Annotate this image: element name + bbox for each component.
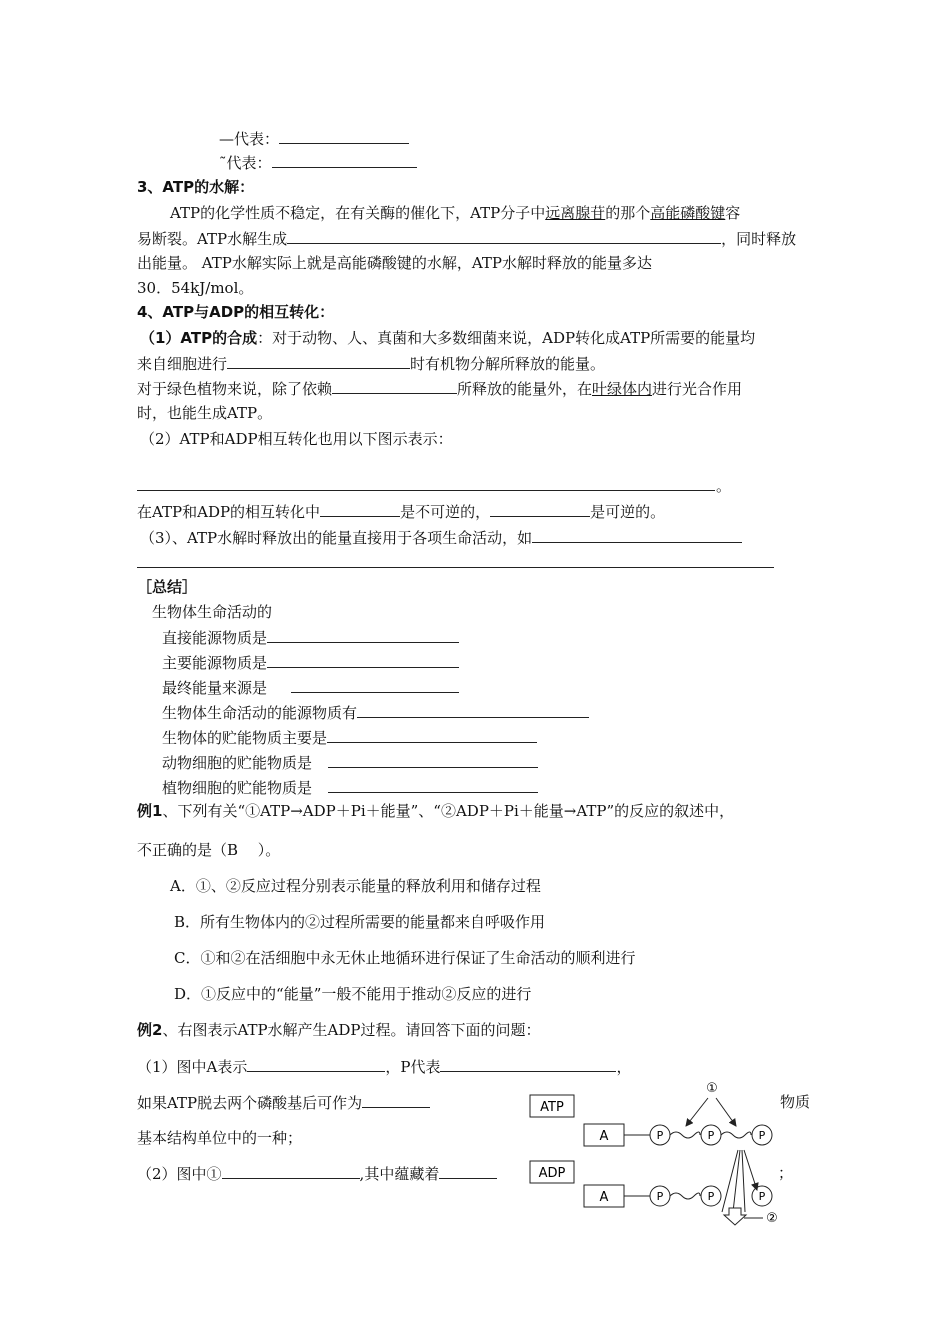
pointer-arrow [686, 1098, 708, 1126]
hollow-arrow [724, 1208, 746, 1225]
s3-line-1: ATP的化学性质不稳定，在有关酶的催化下，ATP分子中远离腺苷的那个高能磷酸键容 [170, 204, 741, 222]
s3-line-4: 30．54kJ/mol。 [137, 279, 254, 297]
answer-blank[interactable] [279, 128, 409, 144]
answer-blank[interactable] [291, 677, 459, 693]
rep-line-1: —代表： [219, 128, 409, 149]
s4-p1-line-3: 对于绿色植物来说，除了依赖 所释放的能量外，在叶绿体内进行光合作用 [137, 380, 743, 398]
answer-blank[interactable] [227, 353, 410, 369]
adenosine-box [584, 1185, 624, 1207]
answer-blank[interactable] [439, 1163, 497, 1179]
atp-label: ATP [540, 1100, 564, 1115]
phosphate-circle [701, 1125, 721, 1145]
phosphate-circle [752, 1186, 772, 1206]
ex1-option-b[interactable]: B．所有生物体内的②过程所需要的能量都来自呼吸作用 [174, 913, 546, 931]
summary-item: 生物体的贮能物质主要是 [162, 727, 537, 748]
adenosine-box [584, 1124, 624, 1146]
s4-p1-line-4: 时，也能生成ATP。 [137, 404, 273, 422]
adenosine-label: A [599, 1190, 609, 1205]
answer-blank[interactable] [287, 228, 721, 244]
phosphate-label: P [656, 1129, 664, 1142]
release-arrow [722, 1150, 738, 1212]
phosphate-circle [650, 1125, 670, 1145]
s3-line-2: 易断裂。ATP水解生成 ，同时释放 [137, 230, 797, 248]
answer-blank[interactable] [328, 752, 538, 768]
summary-item: 动物细胞的贮能物质是 [162, 752, 538, 773]
high-energy-bond [670, 1193, 700, 1199]
answer-blank[interactable] [222, 1163, 360, 1179]
ex1-option-a[interactable]: A．①、②反应过程分别表示能量的释放利用和储存过程 [170, 877, 541, 895]
ex1-question-line-1: 例1、下列有关“①ATP→ADP＋Pi＋能量”、“②ADP＋Pi＋能量→ATP”的反应的叙述中， [137, 802, 735, 820]
answer-blank[interactable] [327, 727, 537, 743]
phosphate-label: P [707, 1190, 715, 1203]
answer-blank[interactable] [357, 702, 589, 718]
release-arrow [733, 1150, 740, 1212]
rep-line-2: ˜代表： [219, 152, 417, 173]
high-energy-bond [721, 1132, 751, 1138]
ex2-q1b-right: 物质 [780, 1093, 811, 1111]
s4-p1-line-2: 来自细胞进行 时有机物分解所释放的能量。 [137, 355, 606, 373]
s4-p2b-line: 在ATP和ADP的相互转化中 是不可逆的， 是可逆的。 [137, 503, 666, 521]
phosphate-label: P [707, 1129, 715, 1142]
high-energy-bond [670, 1132, 700, 1138]
answer-blank[interactable] [247, 1056, 385, 1072]
release-arrow [742, 1150, 745, 1212]
answer-line[interactable] [137, 490, 715, 491]
answer-blank[interactable] [532, 527, 742, 543]
summary-intro: 生物体生命活动的 [152, 603, 273, 621]
ex2-q1c-line: 基本结构单位中的一种； [137, 1129, 303, 1147]
phosphate-label: P [656, 1190, 664, 1203]
phosphate-label: P [758, 1129, 766, 1142]
section-3-title: 3、ATP的水解： [137, 178, 255, 196]
summary-item: 最终能量来源是 [162, 677, 459, 698]
phosphate-circle [650, 1186, 670, 1206]
marker-1: ① [706, 1081, 718, 1096]
pointer-arrow [716, 1098, 736, 1126]
s4-p1-line-1: （1）ATP的合成：对于动物、人、真菌和大多数细菌来说，ADP转化成ATP所需要的能量均 [140, 329, 756, 347]
section-4-title: 4、ATP与ADP的相互转化： [137, 303, 335, 321]
ex1-option-d[interactable]: D．①反应中的“能量”一般不能用于推动②反应的进行 [174, 985, 532, 1003]
adp-box [530, 1161, 574, 1183]
ex2-q2-end: ； [778, 1164, 794, 1182]
answer-blank[interactable] [440, 1056, 616, 1072]
release-arrow [744, 1150, 757, 1190]
atp-box [530, 1095, 574, 1117]
s4-p3-line: （3）、ATP水解时释放出的能量直接用于各项生命活动，如 [140, 527, 742, 548]
ex1-question-line-2: 不正确的是（B ）。 [137, 841, 281, 859]
s4-p2-line: （2）ATP和ADP相互转化也用以下图示表示： [140, 430, 453, 448]
ex2-q1b-line: 如果ATP脱去两个磷酸基后可作为 [137, 1092, 430, 1113]
answer-blank[interactable] [328, 777, 538, 793]
ex1-option-c[interactable]: C．①和②在活细胞中永无休止地循环进行保证了生命活动的顺利进行 [174, 949, 636, 967]
ex2-question: 例2、右图表示ATP水解产生ADP过程。请回答下面的问题： [137, 1021, 541, 1039]
answer-blank[interactable] [490, 501, 590, 517]
answer-blank[interactable] [267, 627, 459, 643]
answer-blank[interactable] [362, 1092, 430, 1108]
summary-item: 生物体生命活动的能源物质有 [162, 702, 589, 723]
phosphate-label: P [758, 1190, 766, 1203]
answer-line[interactable] [137, 567, 774, 568]
period-mark: 。 [716, 477, 732, 495]
answer-blank[interactable] [332, 378, 457, 394]
answer-blank[interactable] [320, 501, 400, 517]
ex2-q1-line: （1）图中A表示 ，P代表 ， [137, 1058, 632, 1076]
summary-item: 植物细胞的贮能物质是 [162, 777, 538, 798]
phosphate-circle [752, 1125, 772, 1145]
answer-blank[interactable] [272, 152, 417, 168]
summary-item: 直接能源物质是 [162, 627, 459, 648]
marker-2: ② [766, 1211, 778, 1226]
answer-blank[interactable] [267, 652, 459, 668]
ex2-q2-line: （2）图中① ,其中蕴藏着 [137, 1163, 497, 1184]
summary-title: ［总结］ [137, 578, 198, 596]
adenosine-label: A [599, 1129, 609, 1144]
phosphate-circle [701, 1186, 721, 1206]
adp-label: ADP [538, 1166, 566, 1181]
summary-item: 主要能源物质是 [162, 652, 459, 673]
s3-line-3: 出能量。 ATP水解实际上就是高能磷酸键的水解，ATP水解时释放的能量多达 [137, 254, 652, 272]
